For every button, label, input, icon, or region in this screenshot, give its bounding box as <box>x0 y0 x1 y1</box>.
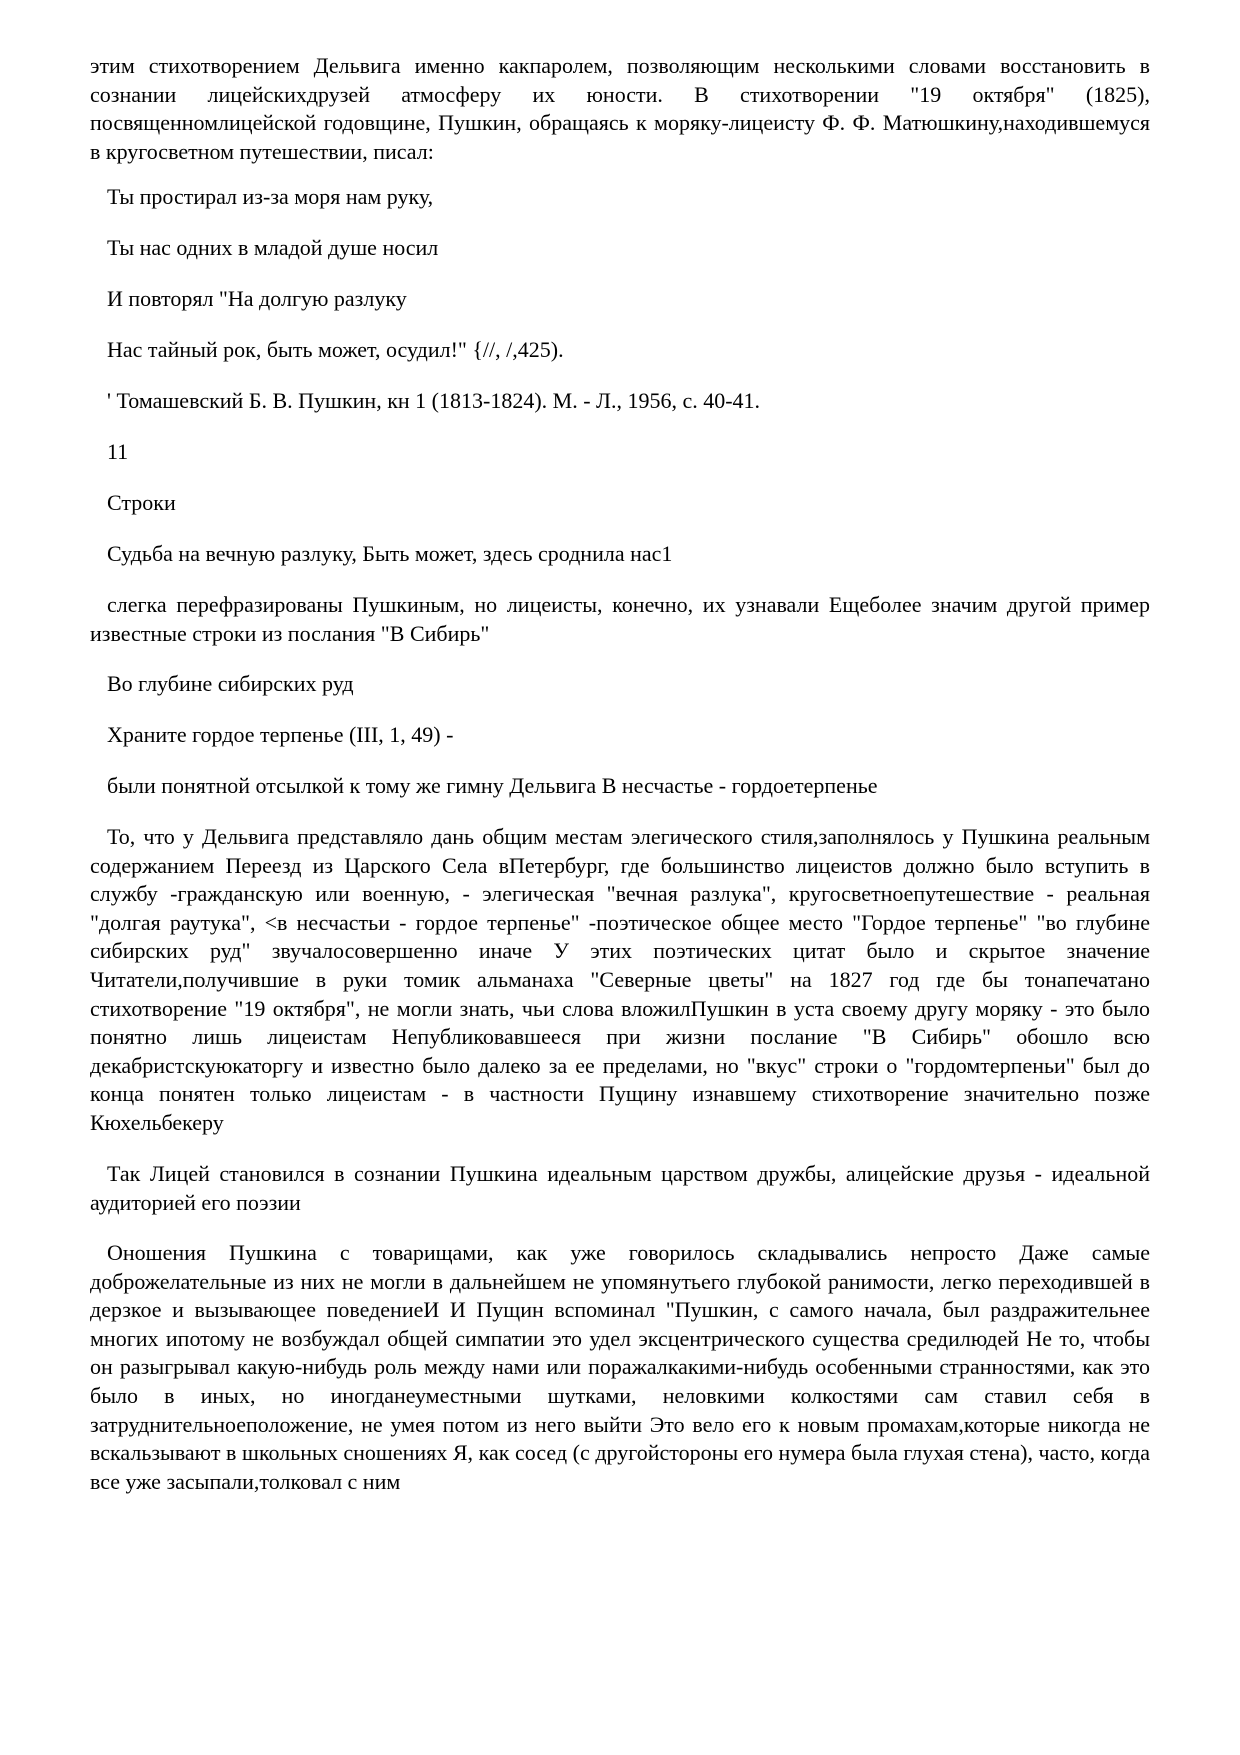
page-number: 11 <box>107 439 129 464</box>
verse-quote-delvig: Судьба на вечную разлуку, Быть может, здесь сроднила нас1 <box>107 541 673 566</box>
verse-siberia-line-1: Во глубине сибирских руд <box>107 671 354 696</box>
verse-line-4: Нас тайный рок, быть может, осудил!" {//, /,425). <box>107 337 564 362</box>
verse-line-2: Ты нас одних в младой душе носил <box>107 235 439 260</box>
paragraph-pushkin-relations: Оношения Пушкина с товарищами, как уже говорилось складывались непросто Даже самые доброжелательные из них не могли в дальнейшем не упомянутьего глубокой ранимости, легко переходившей в дерзкое и вызывающее поведениеИ И Пущин вспоминал "Пушкин, с самого начала, был раздражительнее многих ипотому не возбуждал общей симпатии это удел эксцентрического существа средилюдей Не то, чтобы он разыгрывал какую-нибудь роль между нами или поражалкакими-нибудь особенными странностями, как это было в иных, но иногданеуместными шутками, неловкими колкостями сам ставил себя в затруднительноеположение, не умея потом из него выйти Это вело его к новым промахам,которые никогда не вскальзывают в школьных сношениях Я, как сосед (с другойстороны его нумера была глухая стена), часто, когда все уже засыпали,толковал с ним <box>90 1240 1150 1494</box>
paragraph-paraphrase: слегка перефразированы Пушкиным, но лицеисты, конечно, их узнавали Ещеболее значим другой пример известные строки из послания "В Сибирь" <box>90 592 1150 646</box>
verse-line-3: И повторял "На долгую разлуку <box>107 286 407 311</box>
verse-line-1: Ты простирал из-за моря нам руку, <box>107 184 434 209</box>
paragraph-delvig-intro: этим стихотворением Дельвига именно какпаролем, позволяющим несколькими словами восстановить в сознании лицейскихдрузей атмосферу их юности. В стихотворении "19 октября" (1825), посвященномлицейской годовщине, Пушкин, обращаясь к моряку-лицеисту Ф. Ф. Матюшкину,находившемуся в кругосветном путешествии, писал: <box>90 53 1150 164</box>
footnote: ' Томашевский Б. В. Пушкин, кн 1 (1813-1824). М. - Л., 1956, с. 40-41. <box>107 388 761 413</box>
paragraph-elegy-analysis: То, что у Дельвига представляло дань общим местам элегического стиля,заполнялось у Пушкина реальным содержанием Переезд из Царского Села вПетербург, где большинство лицеистов должно было вступить в службу -гражданскую или военную, - элегическая "вечная разлука", кругосветноепутешествие - реальная "долгая раутука", <в несчастьи - гордое терпенье" -поэтическое общее место "Гордое терпенье" "во глубине сибирских руд" звучалосовершенно иначе У этих поэтических цитат было и скрытое значение Читатели,получившие в руки томик альманаха "Северные цветы" на 1827 год где бы тонапечатано стихотворение "19 октября", не могли знать, чьи слова вложилПушкин в уста своему другу моряку - это было понятно лишь лицеистам Непубликовавшееся при жизни послание "В Сибирь" обошло всю декабристскуюкаторгу и известно было далеко за ее пределами, но "вкус" строки о "гордомтерпеньи" был до конца понятен только лицеистам - в частности Пущину изнавшему стихотворение значительно позже Кюхельбекеру <box>90 824 1150 1135</box>
paragraph-reference: были понятной отсылкой к тому же гимну Дельвига В несчастье - гордоетерпенье <box>107 773 878 798</box>
paragraph-lyceum-friendship: Так Лицей становился в сознании Пушкина идеальным царством дружбы, алицейские друзья - идеальной аудиторией его поэзии <box>90 1161 1150 1215</box>
verse-siberia-line-2: Храните гордое терпенье (III, 1, 49) - <box>107 722 454 747</box>
paragraph-stroki: Строки <box>107 490 176 515</box>
